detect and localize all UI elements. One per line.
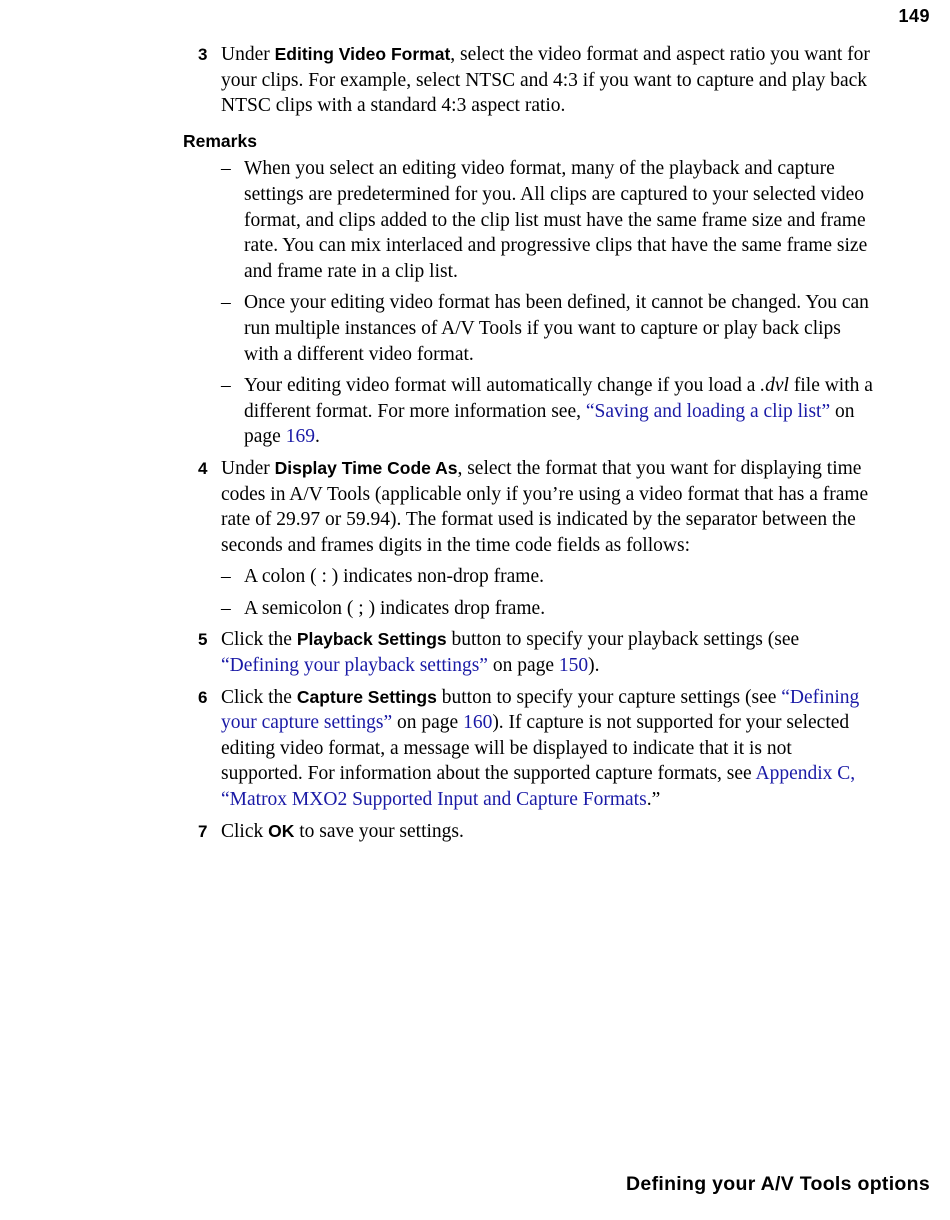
- step-number: 7: [198, 821, 208, 841]
- remark-item: – Once your editing video format has been defined, it cannot be changed. You can run multiple instances of A/V Tools if you want to capture or play back clips with a different video format.: [221, 292, 869, 365]
- dash-bullet: –: [221, 292, 231, 314]
- link-page-169[interactable]: 169: [285, 426, 315, 448]
- step-number: 5: [198, 630, 208, 650]
- dash-bullet: –: [221, 375, 231, 397]
- step-number: 6: [198, 687, 208, 707]
- link-defining-playback-settings[interactable]: “Defining your playback settings”: [221, 655, 488, 677]
- step-6: 6 Click the Capture Settings button to specify your capture settings (see “Defining your capture settings” on page 160). If capture is not supported for your selected editing video format, a message will be displayed to indicate that it is not supported. For information about the supported capture formats, see Appendix C, “Matrox MXO2 Supported Input and Capture Formats.”: [198, 686, 860, 811]
- running-footer: Defining your A/V Tools options: [626, 1173, 930, 1195]
- list-item: – A colon ( : ) indicates non-drop frame.: [183, 564, 873, 590]
- dash-bullet: –: [221, 566, 231, 588]
- link-defining-capture-settings[interactable]: “Defining your capture settings”: [221, 686, 860, 734]
- list-item: – A semicolon ( ; ) indicates drop frame.: [183, 596, 873, 622]
- dash-bullet: –: [221, 158, 231, 180]
- dash-bullet: –: [221, 597, 231, 619]
- step-5: 5 Click the Playback Settings button to specify your playback settings (see “Defining your playback settings” on page 150).: [198, 629, 800, 677]
- page-number: 149: [898, 6, 930, 26]
- remark-item: – When you select an editing video format, many of the playback and capture settings are predetermined for you. All clips are captured to your selected video format, and clips added to the clip list must have the same frame size and frame rate. You can mix interlaced and progressive clips that have the same frame size and frame rate in a clip list.: [221, 158, 868, 282]
- link-page-150[interactable]: 150: [558, 655, 589, 677]
- ui-term-editing-video-format: Editing Video Format: [274, 44, 451, 64]
- remarks-heading: Remarks: [183, 130, 257, 151]
- step-number: 3: [198, 45, 208, 64]
- link-page-160[interactable]: 160: [463, 712, 493, 734]
- remark-item: – Your editing video format will automatically change if you load a .dvl file with a different format. For more information see, “Saving and loading a clip list” on page 169.: [221, 375, 873, 448]
- link-appendix-c[interactable]: Appendix C, “Matrox MXO2 Supported Input and Capture Formats: [221, 763, 856, 811]
- document-body: [183, 42, 873, 850]
- ui-term-display-time-code-as: Display Time Code As: [274, 457, 458, 478]
- step-3: 3 Under Editing Video Format, select the video format and aspect ratio you want for your clips. For example, select NTSC and 4:3 if you want to capture and play back NTSC clips with a standard 4:3 aspect ratio.: [198, 44, 870, 117]
- step-4: 4 Under Display Time Code As, select the format that you want for displaying time codes in A/V Tools (applicable only if you’re using a video format that has a frame rate of 29.97 or 59.94). The format used is indicated by the separator between the seconds and frames digits in the time code fields as follows:: [198, 457, 869, 556]
- ui-term-ok: OK: [268, 820, 295, 841]
- step-7: 7 Click OK to save your settings.: [183, 819, 873, 845]
- ui-term-playback-settings: Playback Settings: [296, 629, 447, 650]
- ui-term-capture-settings: Capture Settings: [296, 686, 437, 707]
- step-number: 4: [198, 458, 208, 478]
- link-saving-loading-clip-list[interactable]: “Saving and loading a clip list”: [585, 400, 831, 422]
